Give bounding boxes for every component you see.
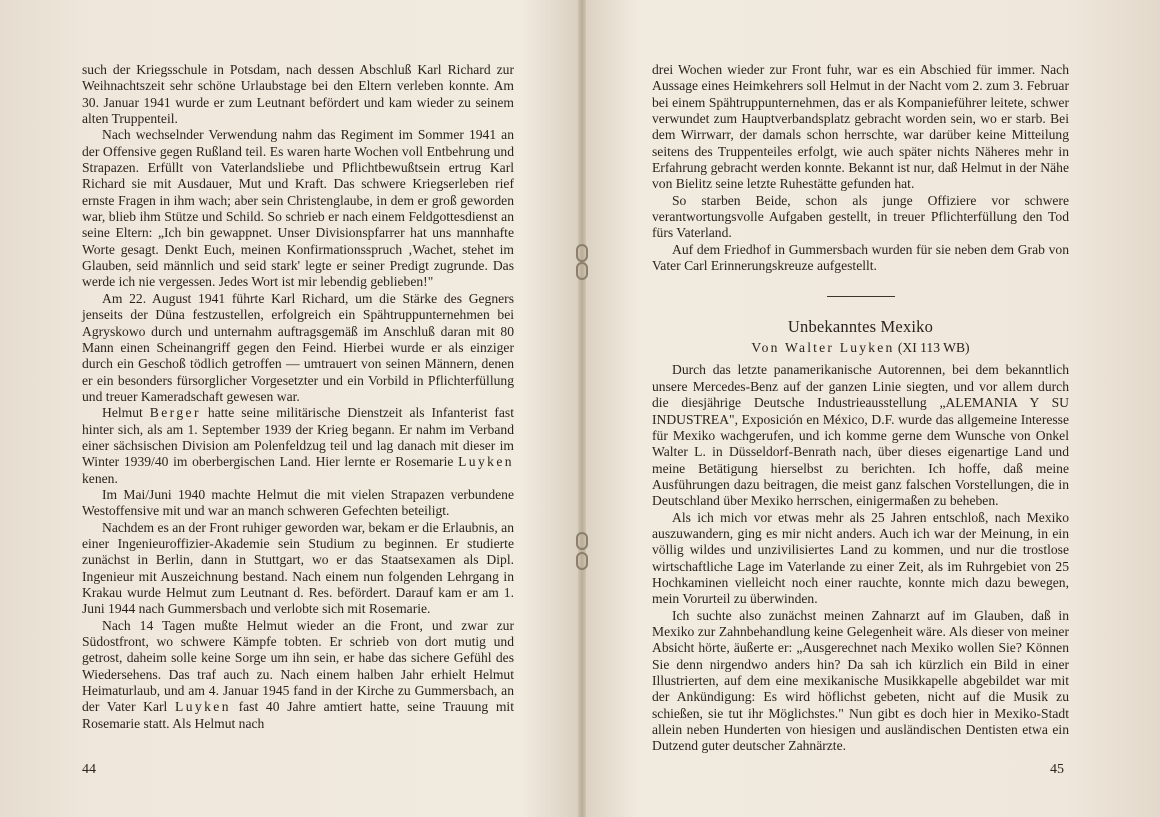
binding-stitch: [576, 552, 588, 570]
text-run: fast 40 Jahre amtiert hatte, seine Trauung mit Rosemarie statt. Als Helmut nach: [82, 699, 514, 731]
right-page-text: [652, 62, 1069, 762]
paragraph: Im Mai/Juni 1940 machte Helmut die mit vielen Strapazen verbundene Westoffensive mit und war an manch schweren Gefechten beteiligt.: [82, 486, 514, 519]
paragraph: such der Kriegsschule in Potsdam, nach dessen Abschluß Karl Richard zur Weihnachtszeit sehr schöne Urlaubstage bei den Eltern verleben konnte. Am 30. Januar 1941 wurde er zum Leutnant befördert und kam wieder zu seinem alten Truppenteil.: [82, 62, 514, 127]
page-number-right: 45: [1050, 762, 1064, 777]
text-run: Helmut: [102, 405, 150, 421]
book-gutter: [578, 0, 586, 817]
binding-stitch: [576, 244, 588, 262]
left-page-text: [82, 62, 514, 762]
binding-stitch: [576, 262, 588, 280]
text-run: hatte seine militärische Dienstzeit als Infanterist fast hinter sich, als am 1. September 1939 der Krieg begann. Er nahm im Verband einer sächsischen Division am Polenfeldzug teil und lag danach mit dieser im Winter 1939/40 im oberbergischen Land. Hier lernte er Rosemarie: [82, 405, 514, 470]
author-prefix: Von: [751, 340, 786, 356]
spaced-name: Luyken: [458, 454, 514, 470]
paragraph: Nach wechselnder Verwendung nahm das Regiment im Sommer 1941 an der Offensive gegen Rußland teil. Es waren harte Wochen voll Entbehrung und Strapazen. Erfüllt von Vaterlandsliebe und Pflichtbewußtsein ertrug Karl Richard sie mit Ausdauer, Mut und Kraft. Das schwere Kriegserleben rief ernste Fragen in ihm wach; aber sein Christenglaube, in dem er groß geworden war, blieb ihm Stütze und Schild. So schrieb er nach einem Feldgottesdienst an seine Eltern: „Ich bin gewappnet. Unser Divisionspfarrer hat uns mannhafte Worte gesagt. Denkt Euch, meinen Konfirmationsspruch ‚Wachet, stehet im Glauben, seid männlich und seid stark' legte er seiner Predigt zugrunde. Das werde ich nie vergessen. Jedes Wort ist mir lebendig geblieben!": [82, 127, 514, 290]
paragraph: So starben Beide, schon als junge Offiziere vor schwere verantwortungsvolle Aufgaben gestellt, in treuer Pflichterfüllung den Tod fürs Vaterland.: [652, 192, 1069, 241]
paragraph: [82, 405, 514, 487]
page-number-left: 44: [82, 762, 96, 777]
spaced-name: Berger: [149, 405, 201, 421]
paragraph: Ich suchte also zunächst meinen Zahnarzt auf im Glauben, daß in Mexiko zur Zahnbehandlung keine Gelegenheit wäre. Als dieser von meiner Absicht hörte, äußerte er: „Ausgerechnet nach Mexiko wollen Sie? Können Sie denn nirgendwo anders hin? Da sah ich kürzlich ein Bild in einer Illustrierten, auf dem eine mexikanische Musikkapelle abgebildet war mit der Ankündigung: Es wird höflichst gebeten, nicht auf die Musik zu schießen, sie tut ihr Möglichstes." Nun gibt es doch hier in Mexiko-Stadt allein neben Hunderten von hiesigen und ausländischen Dentisten etwa ein Dutzend guter deutscher Zahnärzte.: [652, 607, 1069, 754]
article-title: Unbekanntes Mexiko: [787, 317, 934, 337]
paragraph: [82, 618, 514, 732]
author-name: Walter Luyken: [785, 340, 895, 356]
paragraph: Als ich mich vor etwas mehr als 25 Jahren entschloß, nach Mexiko auszuwandern, ging es mir nicht anders. Auch ich war der Meinung, in ein völlig wildes und unzivilisiertes Land zu kommen, und nur die trostlose wirtschaftliche Lage im Vaterlande zu einer Zeit, als im Ruhrgebiet von 25 Hochkaminen vielleicht noch einer rauchte, konnte mich dazu bewegen, mein Vorurteil zu überwinden.: [652, 509, 1069, 607]
binding-stitch: [576, 532, 588, 550]
text-run: Nach 14 Tagen mußte Helmut wieder an die Front, und zwar zur Südostfront, wo schwere Kämpfe tobten. Er schrieb von dort mutig und getrost, daheim solle keine Sorge um ihn sein, er habe das sichere Gefühl des Wiedersehens. Das traf auch zu. Nach einem halben Jahr erhielt Helmut Heimaturlaub, und am 4. Januar 1945 fand in der Kirche zu Gummersbach, an der Vater Karl: [82, 617, 514, 715]
paragraph: Am 22. August 1941 führte Karl Richard, um die Stärke des Gegners jenseits der Düna festzustellen, erfolgreich ein Spähtruppunternehmen bei Agryskowo durch und unternahm auftragsgemäß im Anschluß daran mit 80 Mann einen Scheinangriff gegen den Feind. Hierbei wurde er als einziger durch ein Geschoß tödlich getroffen — umtrauert von seinen Männern, denen er ein besonders fürsorglicher Vorgesetzter und ein Vorbild in Pflichterfüllung und treuer Kameradschaft gewesen war.: [82, 290, 514, 404]
author-suffix: (XI 113 WB): [894, 340, 970, 356]
paragraph: Auf dem Friedhof in Gummersbach wurden für sie neben dem Grab von Vater Carl Erinnerungskreuze aufgestellt.: [652, 241, 1069, 274]
article-author: [652, 339, 1069, 356]
spaced-name: Luyken: [175, 699, 231, 715]
paragraph: Durch das letzte panamerikanische Autorennen, bei dem bekanntlich unsere Mercedes-Benz auf der ganzen Linie siegten, und vor allem durch die diesjährige Deutsche Industrieausstellung „ALEMANIA Y SU INDUSTREA", Exposición en México, D.F. wurde das allgemeine Interesse für Mexiko wachgerufen, und ich komme gerne dem Wunsche von Onkel Walter L. in Düsseldorf-Benrath nach, über dieses eigenartige Land und meine Betätigung hierselbst zu berichten. Ich hoffe, daß meine Ausführungen dazu beitragen, die meist ganz falschen Vorstellungen, die in Deutschland über Mexiko herrschen, einigermaßen zu beheben.: [652, 362, 1069, 509]
section-divider: [827, 296, 895, 297]
paragraph: drei Wochen wieder zur Front fuhr, war es ein Abschied für immer. Nach Aussage eines Heimkehrers soll Helmut in der Nacht vom 2. zum 3. Februar bei einem Spähtruppunternehmen, das er als Kompanieführer leitete, schwer verwundet zum Hauptverbandsplatz gebracht worden sein, wo er starb. Bei dem Wirrwarr, der damals schon herrschte, war darüber keine Mitteilung seitens des Truppenteiles erfolgt, wie auch später nichts Näheres mehr in Erfahrung gebracht werden konnte. Bekannt ist nur, daß Helmut in der Nähe von Bielitz seine letzte Ruhestätte gefunden hat.: [652, 62, 1069, 192]
paragraph: Nachdem es an der Front ruhiger geworden war, bekam er die Erlaubnis, an einer Ingenieuroffizier-Akademie sein Studium zu beginnen. Er studierte zunächst in Berlin, dann in Stuttgart, wo er das Staatsexamen als Dipl. Ingenieur mit Auszeichnung bestand. Nach einem nun folgenden Lehrgang in Krakau wurde Helmut zum Leutnant d. Res. befördert. Darauf kam er am 1. Juni 1944 nach Gummersbach und verlobte sich mit Rosemarie.: [82, 519, 514, 617]
text-run: kenen.: [82, 470, 118, 486]
